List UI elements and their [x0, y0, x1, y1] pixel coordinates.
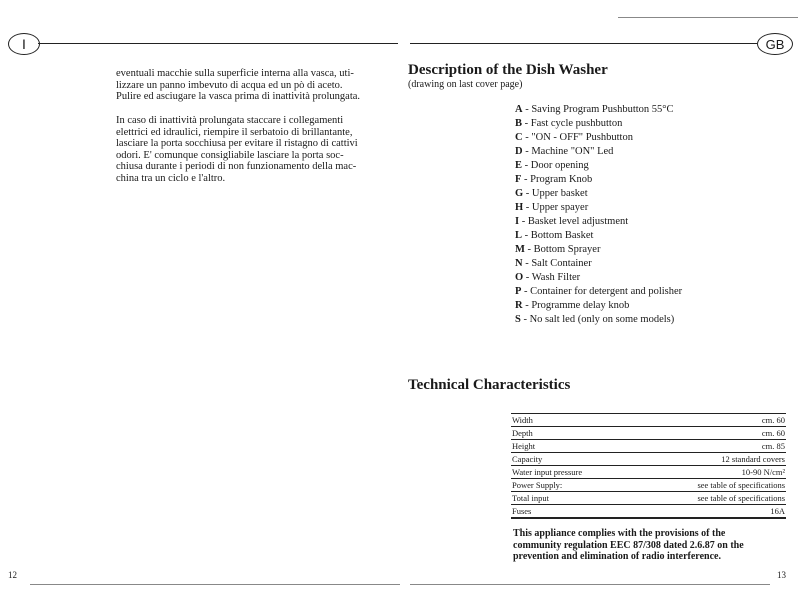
- lang-badge-italian: I: [8, 33, 40, 55]
- right-header-rule: [410, 43, 757, 44]
- left-page-number: 12: [8, 570, 17, 580]
- legend-item: M - Bottom Sprayer: [515, 244, 601, 255]
- lang-badge-english: GB: [757, 33, 793, 55]
- legend-item: N - Salt Container: [515, 258, 592, 269]
- legend-item: B - Fast cycle pushbutton: [515, 118, 623, 129]
- table-row: Width cm. 60: [512, 415, 785, 425]
- table-row: Capacity 12 standard covers: [512, 454, 785, 464]
- tech-section-title: Technical Characteristics: [408, 377, 571, 393]
- legend-item: C - "ON - OFF" Pushbutton: [515, 132, 633, 143]
- right-footer-rule: [410, 584, 770, 585]
- compliance-notice: This appliance complies with the provisions of the community regulation EEC 87/308 dated 2.6.87 on the prevention and elimination of radio interference.: [513, 528, 744, 562]
- legend-item: I - Basket level adjustment: [515, 216, 629, 227]
- legend-item: D - Machine "ON" Led: [515, 146, 614, 157]
- left-paragraph-1: eventuali macchie sulla superficie interna alla vasca, uti- lizzare un panno imbevuto di acqua ed un pò di aceto. Pulire ed asciugare la vasca prima di inattività prolungata.: [116, 68, 361, 103]
- left-paragraph-2: In caso di inattività prolungata staccare i collegamenti elettrici ed idraulici, riempire il serbatoio di brillantante, lasciare la porta socchiusa per evitare il ristagno di cattivi odori. E' comunque consigliabile lasciare la porta soc- chiusa durante i periodi di non funzionamento della mac- china tra un ciclo e l'altro.: [116, 115, 358, 184]
- spec-table: [511, 413, 786, 519]
- page-title: Description of the Dish Washer: [408, 62, 608, 78]
- legend-item: H - Upper spayer: [515, 202, 589, 213]
- left-header-rule: [38, 43, 398, 44]
- table-row: Water input pressure 10-90 N/cm²: [512, 467, 785, 477]
- table-row: Height cm. 85: [512, 441, 785, 451]
- legend-item: P - Container for detergent and polisher: [515, 286, 683, 297]
- top-right-dashes: [618, 17, 798, 18]
- legend-item: E - Door opening: [515, 160, 589, 171]
- table-row: Depth cm. 60: [512, 428, 785, 438]
- page-subtitle: (drawing on last cover page): [408, 79, 523, 90]
- parts-legend: [515, 103, 682, 327]
- legend-item: G - Upper basket: [515, 188, 588, 199]
- left-footer-rule: [30, 584, 400, 585]
- legend-item: R - Programme delay knob: [515, 300, 630, 311]
- legend-item: S - No salt led (only on some models): [515, 314, 675, 325]
- table-row: Total input see table of specifications: [512, 493, 785, 503]
- table-row: Power Supply: see table of specifications: [512, 480, 785, 490]
- legend-item: L - Bottom Basket: [515, 230, 594, 241]
- legend-item: F - Program Knob: [515, 174, 593, 185]
- legend-item: O - Wash Filter: [515, 272, 581, 283]
- legend-item: A - Saving Program Pushbutton 55°C: [515, 104, 674, 115]
- right-page-number: 13: [777, 570, 786, 580]
- table-row: Fuses 16A: [512, 506, 785, 516]
